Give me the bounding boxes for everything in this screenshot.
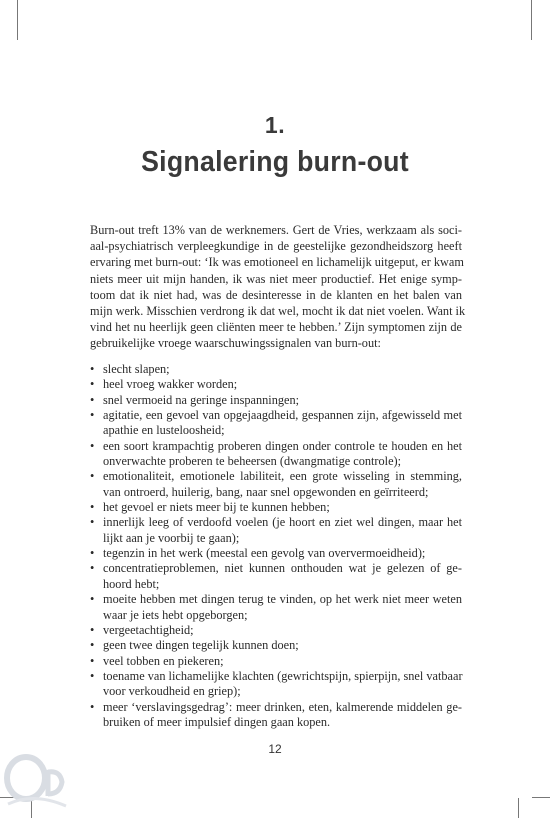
intro-line: gebruikelijke vroege waarschuwingssignalen van burn-out: [90, 336, 381, 351]
list-item [90, 393, 462, 408]
list-item [90, 638, 462, 653]
list-item-text: lijkt aan je voorbij te gaan); [103, 530, 240, 545]
list-item [90, 469, 462, 500]
intro-line: Burn-out treft 13% van de werknemers. Gert de Vries, werkzaam als soci- [90, 223, 462, 237]
bullet-icon: • [90, 377, 95, 392]
intro-line: toom dat ik niet had, was de desinteresse in de klanten en het balen van [90, 287, 462, 302]
list-item-text: apathie en lusteloosheid; [103, 423, 225, 438]
list-item-text: geen twee dingen tegelijk kunnen doen; [103, 638, 299, 653]
bullet-icon: • [90, 592, 95, 607]
bullet-icon: • [90, 408, 95, 423]
bullet-icon: • [90, 500, 95, 515]
crop-mark-bottom-right [518, 798, 519, 818]
list-item-text: veel tobben en piekeren; [103, 653, 224, 668]
crop-mark-top-left [17, 0, 18, 40]
intro-paragraph [90, 222, 466, 352]
list-item-text: toename van lichamelijke klachten (gewrichtspijn, spierpijn, snel vatbaar [103, 668, 463, 683]
list-item-text: bruiken of meer impulsief dingen gaan kopen. [103, 714, 331, 729]
list-item-text: het gevoel er niets meer bij te kunnen hebben; [103, 500, 330, 515]
crop-mark-right-bottom [532, 797, 550, 798]
intro-line: aal-psychiatrisch verpleegkundige in de geestelijke gezondheidszorg heeft [90, 239, 462, 254]
chapter-title: Signalering burn-out [141, 146, 409, 178]
list-item-text: een soort krampachtig proberen dingen onder controle te houden en het [103, 438, 462, 453]
bullet-icon: • [90, 653, 95, 668]
list-item-text: onverwachte proberen te beheersen (dwangmatige controle); [103, 454, 402, 469]
list-item [90, 669, 462, 700]
list-item [90, 592, 462, 623]
bullet-icon: • [90, 561, 95, 576]
list-item [90, 700, 462, 731]
list-item-text: meer ‘verslavingsgedrag’: meer drinken, eten, kalmerende middelen ge- [103, 699, 462, 714]
intro-line: ervaring met burn-out: ‘Ik was emotioneel en lichamelijk uitgeput, er kwam [90, 255, 464, 270]
list-item-text: emotionaliteit, emotionele labiliteit, een grote wisseling in stemming, [103, 469, 462, 484]
bol-com-watermark-logo [4, 752, 70, 814]
list-item [90, 561, 462, 592]
list-item-text: snel vermoeid na geringe inspanningen; [103, 392, 300, 407]
bullet-icon: • [90, 515, 95, 530]
list-item-text: concentratieproblemen, niet kunnen onthouden wat je gelezen of ge- [103, 561, 462, 576]
bullet-icon: • [90, 392, 95, 407]
list-item [90, 362, 462, 377]
symptom-list [90, 362, 462, 730]
list-item [90, 654, 462, 669]
list-item-text: tegenzin in het werk (meestal een gevolg van oververmoeidheid); [103, 546, 426, 561]
list-item-text: heel vroeg wakker worden; [103, 377, 238, 392]
bullet-icon: • [90, 622, 95, 637]
list-item-text: slecht slapen; [103, 362, 170, 376]
list-item-text: innerlijk leeg of verdoofd voelen (je hoort en ziet wel dingen, maar het [103, 515, 462, 530]
list-item [90, 515, 462, 546]
bullet-icon: • [90, 469, 95, 484]
list-item [90, 500, 462, 515]
chapter-number: 1. [264, 112, 286, 138]
list-item-text: voor verkoudheid en griep); [103, 684, 241, 699]
list-item-text: hoord hebt; [103, 576, 160, 591]
list-item-text: van ontroerd, huilerig, bang, naar snel opgewonden en geïrriteerd; [103, 484, 429, 499]
list-item-text: moeite hebben met dingen terug te vinden, op het werk niet meer weten [103, 592, 462, 607]
list-item-text: waar je iets hebt opgeborgen; [103, 607, 248, 622]
intro-line: niets meer uit mijn handen, ik was niet meer productief. Het enige symp- [90, 271, 462, 286]
list-item [90, 546, 462, 561]
bullet-icon: • [90, 699, 95, 714]
bullet-icon: • [90, 546, 95, 561]
intro-line: vind het nu heerlijk geen cliënten meer te hebben.’ Zijn symptomen zijn de [90, 320, 462, 335]
list-item-text: agitatie, een gevoel van opgejaagdheid, gespannen zijn, afgewisseld met [103, 408, 462, 423]
intro-line: mijn werk. Misschien verdrong ik dat wel, mocht ik dat niet voelen. Want ik [90, 304, 466, 319]
bullet-icon: • [90, 362, 95, 376]
list-item-text: vergeetachtigheid; [103, 622, 194, 637]
crop-mark-top-right [531, 0, 532, 40]
list-item [90, 408, 462, 439]
list-item [90, 623, 462, 638]
bullet-icon: • [90, 668, 95, 683]
list-item [90, 377, 462, 392]
bullet-icon: • [90, 638, 95, 653]
list-item [90, 439, 462, 470]
page-number: 12 [268, 742, 282, 756]
bullet-icon: • [90, 438, 95, 453]
